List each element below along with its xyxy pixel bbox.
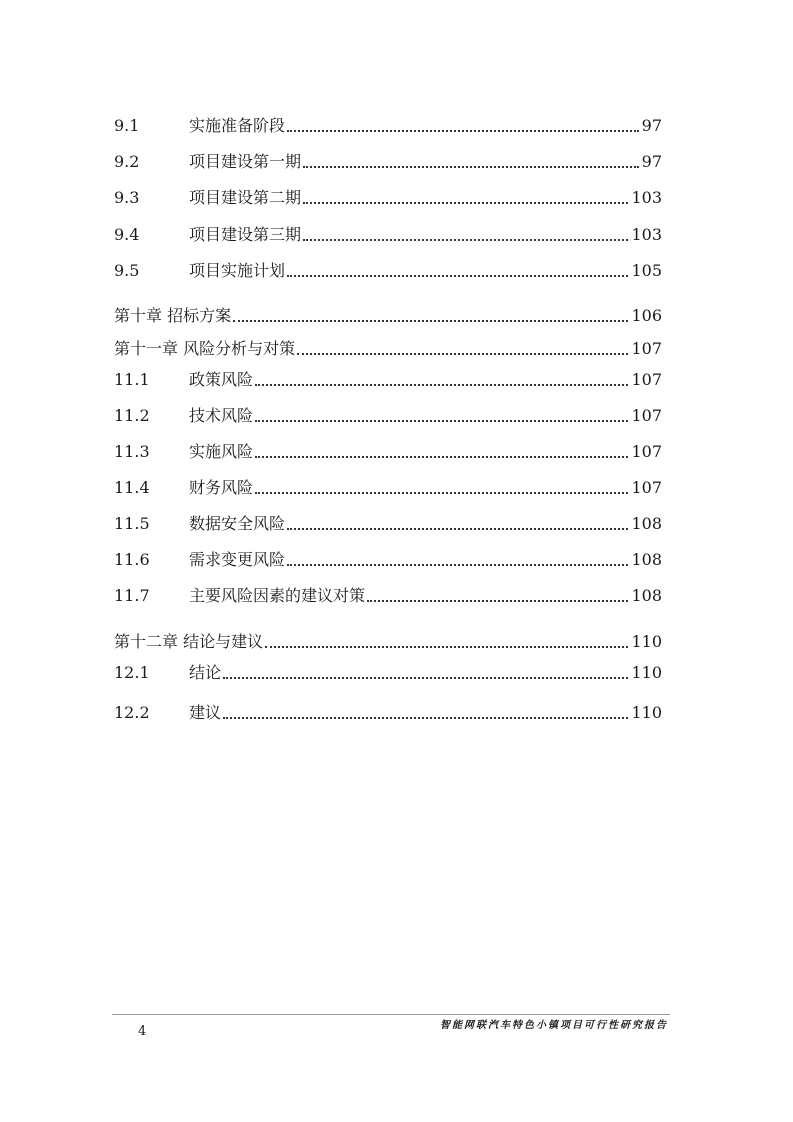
toc-entry-9-5[interactable] (114, 255, 662, 281)
toc-title: 主要风险因素的建议对策 (189, 586, 366, 605)
dot-leader (233, 320, 628, 322)
dot-leader (303, 166, 639, 168)
dot-leader (223, 677, 628, 679)
toc-number: 9.1 (114, 116, 140, 135)
toc-entry-11-2[interactable] (114, 400, 662, 426)
toc-title: 项目建设第一期 (189, 152, 302, 171)
toc-entry-12-1[interactable] (114, 657, 662, 683)
toc-number: 9.4 (114, 225, 140, 244)
toc-entry-chapter-10[interactable] (114, 300, 662, 326)
toc-page: 103 (631, 225, 662, 244)
toc-title: 实施风险 (189, 442, 254, 461)
toc-title: 项目建设第三期 (189, 225, 302, 244)
toc-page: 108 (631, 514, 662, 533)
toc-page: 106 (631, 306, 662, 325)
toc-page: 107 (631, 370, 662, 389)
toc-number: 11.7 (114, 586, 150, 605)
toc-number: 9.2 (114, 152, 140, 171)
dot-leader (255, 456, 628, 458)
toc-number: 11.6 (114, 550, 150, 569)
toc-page: 103 (631, 188, 662, 207)
toc-entry-9-4[interactable] (114, 219, 662, 245)
toc-page: 107 (631, 442, 662, 461)
toc-entry-11-6[interactable] (114, 544, 662, 570)
toc-number: 9.5 (114, 261, 140, 280)
dot-leader (367, 600, 628, 602)
toc-title: 需求变更风险 (189, 550, 286, 569)
toc-chapter-title: 第十一章 风险分析与对策 (114, 339, 296, 358)
toc-title: 财务风险 (189, 478, 254, 497)
footer-divider (112, 1014, 670, 1015)
toc-page: 107 (631, 478, 662, 497)
toc-entry-chapter-12[interactable] (114, 626, 662, 652)
toc-title: 数据安全风险 (189, 514, 286, 533)
dot-leader (223, 717, 628, 719)
toc-number: 9.3 (114, 188, 140, 207)
toc-page: 108 (631, 586, 662, 605)
toc-number: 11.1 (114, 370, 150, 389)
dot-leader (265, 646, 628, 648)
toc-entry-11-3[interactable] (114, 436, 662, 462)
footer-document-title: 智能网联汽车特色小镇项目可行性研究报告 (440, 1020, 668, 1031)
toc-page: 97 (641, 116, 662, 135)
dot-leader (297, 353, 628, 355)
toc-number: 11.5 (114, 514, 150, 533)
toc-entry-12-2[interactable] (114, 697, 662, 723)
dot-leader (287, 130, 639, 132)
toc-chapter-title: 第十章 招标方案 (114, 306, 232, 325)
toc-entry-9-3[interactable] (114, 182, 662, 208)
toc-number: 11.4 (114, 478, 150, 497)
footer-page-number: 4 (138, 1024, 147, 1039)
dot-leader (255, 420, 628, 422)
toc-entry-9-1[interactable] (114, 110, 662, 136)
toc-page: 107 (631, 406, 662, 425)
toc-page: 108 (631, 550, 662, 569)
dot-leader (255, 384, 628, 386)
dot-leader (303, 239, 628, 241)
toc-entry-11-1[interactable] (114, 364, 662, 390)
toc-entry-11-4[interactable] (114, 472, 662, 498)
dot-leader (287, 564, 628, 566)
dot-leader (287, 528, 628, 530)
toc-title: 项目建设第二期 (189, 188, 302, 207)
dot-leader (303, 202, 628, 204)
toc-page: 110 (631, 703, 662, 722)
toc-chapter-title: 第十二章 结论与建议 (114, 632, 264, 651)
dot-leader (255, 492, 628, 494)
toc-title: 政策风险 (189, 370, 254, 389)
toc-number: 12.1 (114, 663, 150, 682)
toc-entry-9-2[interactable] (114, 146, 662, 172)
toc-page: 97 (641, 152, 662, 171)
toc-title: 结论 (189, 663, 222, 682)
toc-number: 11.3 (114, 442, 150, 461)
toc-page: 107 (631, 339, 662, 358)
toc-entry-11-7[interactable] (114, 580, 662, 606)
toc-title: 实施准备阶段 (189, 116, 286, 135)
toc-page: 110 (631, 632, 662, 651)
toc-page: 105 (631, 261, 662, 280)
toc-page: 110 (631, 663, 662, 682)
toc-title: 项目实施计划 (189, 261, 286, 280)
toc-title: 建议 (189, 703, 222, 722)
toc-number: 12.2 (114, 703, 150, 722)
toc-number: 11.2 (114, 406, 150, 425)
toc-title: 技术风险 (189, 406, 254, 425)
toc-entry-11-5[interactable] (114, 508, 662, 534)
toc-entry-chapter-11[interactable] (114, 333, 662, 359)
dot-leader (287, 275, 628, 277)
